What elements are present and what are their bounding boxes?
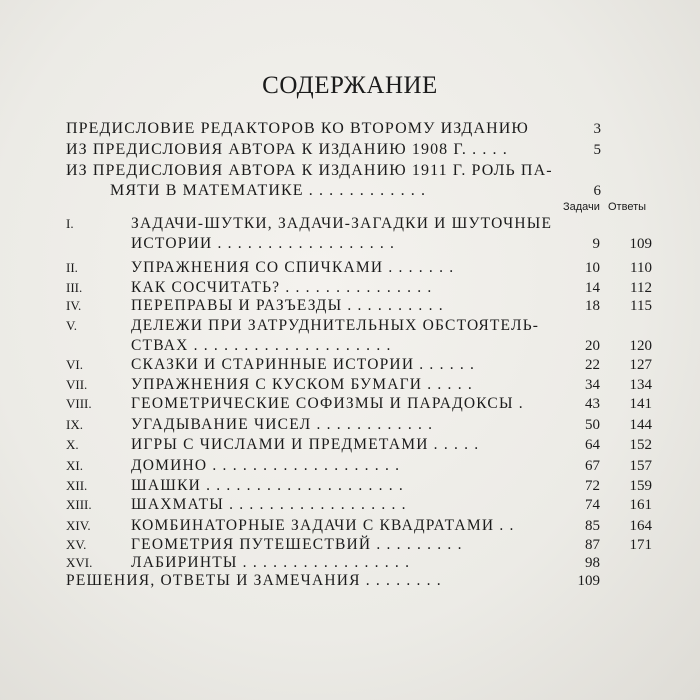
chapter-answers-page: 112 [630, 280, 652, 296]
chapter-title-line: СКАЗКИ И СТАРИННЫЕ ИСТОРИИ . . . . . . [131, 356, 476, 373]
chapter-answers-page: 110 [630, 260, 652, 276]
chapter-answers-page: 159 [629, 478, 652, 494]
chapter-tasks-page: 85 [585, 518, 600, 534]
chapter-number: VII. [66, 377, 88, 392]
chapter-number: IX. [66, 417, 83, 432]
chapter-tasks-page: 14 [585, 280, 600, 296]
chapter-number: XVI. [66, 555, 93, 570]
preface-1908-page: 5 [593, 142, 601, 158]
chapter-tasks-page: 74 [585, 497, 600, 513]
chapter-title-line: ПЕРЕПРАВЫ И РАЗЪЕЗДЫ . . . . . . . . . . [131, 297, 444, 314]
chapter-tasks-page: 34 [585, 377, 600, 393]
chapter-answers-page: 134 [629, 377, 652, 393]
chapter-answers-page: 157 [629, 458, 652, 474]
chapter-title-line: УПРАЖНЕНИЯ С КУСКОМ БУМАГИ . . . . . [131, 376, 473, 393]
chapter-title-line: КАК СОСЧИТАТЬ? . . . . . . . . . . . . . . . [131, 279, 433, 296]
chapter-title-line: ДОМИНО . . . . . . . . . . . . . . . . . . . [131, 457, 401, 474]
chapter-tasks-page: 50 [585, 417, 600, 433]
chapter-tasks-page: 9 [592, 236, 600, 252]
chapter-title-line: ИГРЫ С ЧИСЛАМИ И ПРЕДМЕТАМИ . . . . . [131, 436, 480, 453]
chapter-answers-page: 171 [629, 537, 652, 553]
chapter-number: X. [66, 437, 79, 452]
chapter-answers-page: 144 [629, 417, 652, 433]
chapter-number: I. [66, 216, 74, 231]
chapter-title-line: ГЕОМЕТРИЧЕСКИЕ СОФИЗМЫ И ПАРАДОКСЫ . [131, 395, 524, 412]
chapter-number: II. [66, 260, 78, 275]
chapter-title-line: ИСТОРИИ . . . . . . . . . . . . . . . . . . [131, 235, 396, 252]
preface-1908: ИЗ ПРЕДИСЛОВИЯ АВТОРА К ИЗДАНИЮ 1908 Г. . . . . [66, 141, 508, 158]
preface-1911-line2: МЯТИ В МАТЕМАТИКЕ . . . . . . . . . . . . [110, 182, 427, 199]
chapter-number: VI. [66, 357, 83, 372]
chapter-title-line: УПРАЖНЕНИЯ СО СПИЧКАМИ . . . . . . . [131, 259, 455, 276]
chapter-answers-page [612, 553, 652, 573]
chapter-title-line: ШАШКИ . . . . . . . . . . . . . . . . . . . . [131, 477, 404, 494]
column-header-tasks: Задачи [563, 201, 600, 213]
chapter-tasks-page: 64 [585, 437, 600, 453]
chapter-title-line: ГЕОМЕТРИЯ ПУТЕШЕСТВИЙ . . . . . . . . . [131, 536, 463, 553]
chapter-tasks-page: 98 [585, 555, 600, 571]
page-title: СОДЕРЖАНИЕ [262, 72, 438, 99]
chapter-tasks-page: 87 [585, 537, 600, 553]
chapter-answers-page: 164 [629, 518, 652, 534]
chapter-title-line: ЛАБИРИНТЫ . . . . . . . . . . . . . . . . . [131, 554, 411, 571]
chapter-tasks-page: 10 [585, 260, 600, 276]
chapter-tasks-page: 43 [585, 396, 600, 412]
chapter-answers-page: 109 [629, 236, 652, 252]
chapter-answers-page: 115 [630, 298, 652, 314]
chapter-number: XV. [66, 537, 87, 552]
chapter-title-line: ЗАДАЧИ-ШУТКИ, ЗАДАЧИ-ЗАГАДКИ И ШУТОЧНЫЕ [131, 215, 553, 232]
chapter-title-line: КОМБИНАТОРНЫЕ ЗАДАЧИ С КВАДРАТАМИ . . [131, 517, 515, 534]
chapter-tasks-page: 22 [585, 357, 600, 373]
chapter-answers-page: 152 [629, 437, 652, 453]
chapter-number: XI. [66, 458, 83, 473]
chapter-number: XIII. [66, 497, 92, 512]
chapter-tasks-page: 72 [585, 478, 600, 494]
chapter-title-line: ШАХМАТЫ . . . . . . . . . . . . . . . . . . [131, 496, 407, 513]
chapter-number: IV. [66, 298, 82, 313]
chapter-answers-page: 120 [629, 338, 652, 354]
solutions-page: 109 [577, 573, 600, 589]
chapter-title-line: СТВАХ . . . . . . . . . . . . . . . . . . . . [131, 337, 392, 354]
chapter-tasks-page: 67 [585, 458, 600, 474]
preface-editors-page: 3 [593, 121, 601, 137]
preface-editors: ПРЕДИСЛОВИЕ РЕДАКТОРОВ КО ВТОРОМУ ИЗДАНИЮ [66, 120, 529, 137]
preface-1911-page: 6 [593, 183, 601, 199]
chapter-number: III. [66, 280, 83, 295]
chapter-answers-page: 141 [629, 396, 652, 412]
chapter-number: VIII. [66, 396, 92, 411]
chapter-number: XII. [66, 478, 88, 493]
solutions-entry: РЕШЕНИЯ, ОТВЕТЫ И ЗАМЕЧАНИЯ . . . . . . . . [66, 572, 442, 589]
column-header-answers: Ответы [608, 201, 647, 213]
preface-1911-line1: ИЗ ПРЕДИСЛОВИЯ АВТОРА К ИЗДАНИЮ 1911 Г. РОЛЬ ПА- [66, 162, 553, 179]
chapter-number: XIV. [66, 518, 91, 533]
chapter-title-line: ДЕЛЕЖИ ПРИ ЗАТРУДНИТЕЛЬНЫХ ОБСТОЯТЕЛЬ- [131, 317, 540, 334]
chapter-tasks-page: 18 [585, 298, 600, 314]
chapter-answers-page: 161 [629, 497, 652, 513]
chapter-title-line: УГАДЫВАНИЕ ЧИСЕЛ . . . . . . . . . . . . [131, 416, 434, 433]
chapter-tasks-page: 20 [585, 338, 600, 354]
chapter-number: V. [66, 318, 77, 333]
chapter-answers-page: 127 [629, 357, 652, 373]
